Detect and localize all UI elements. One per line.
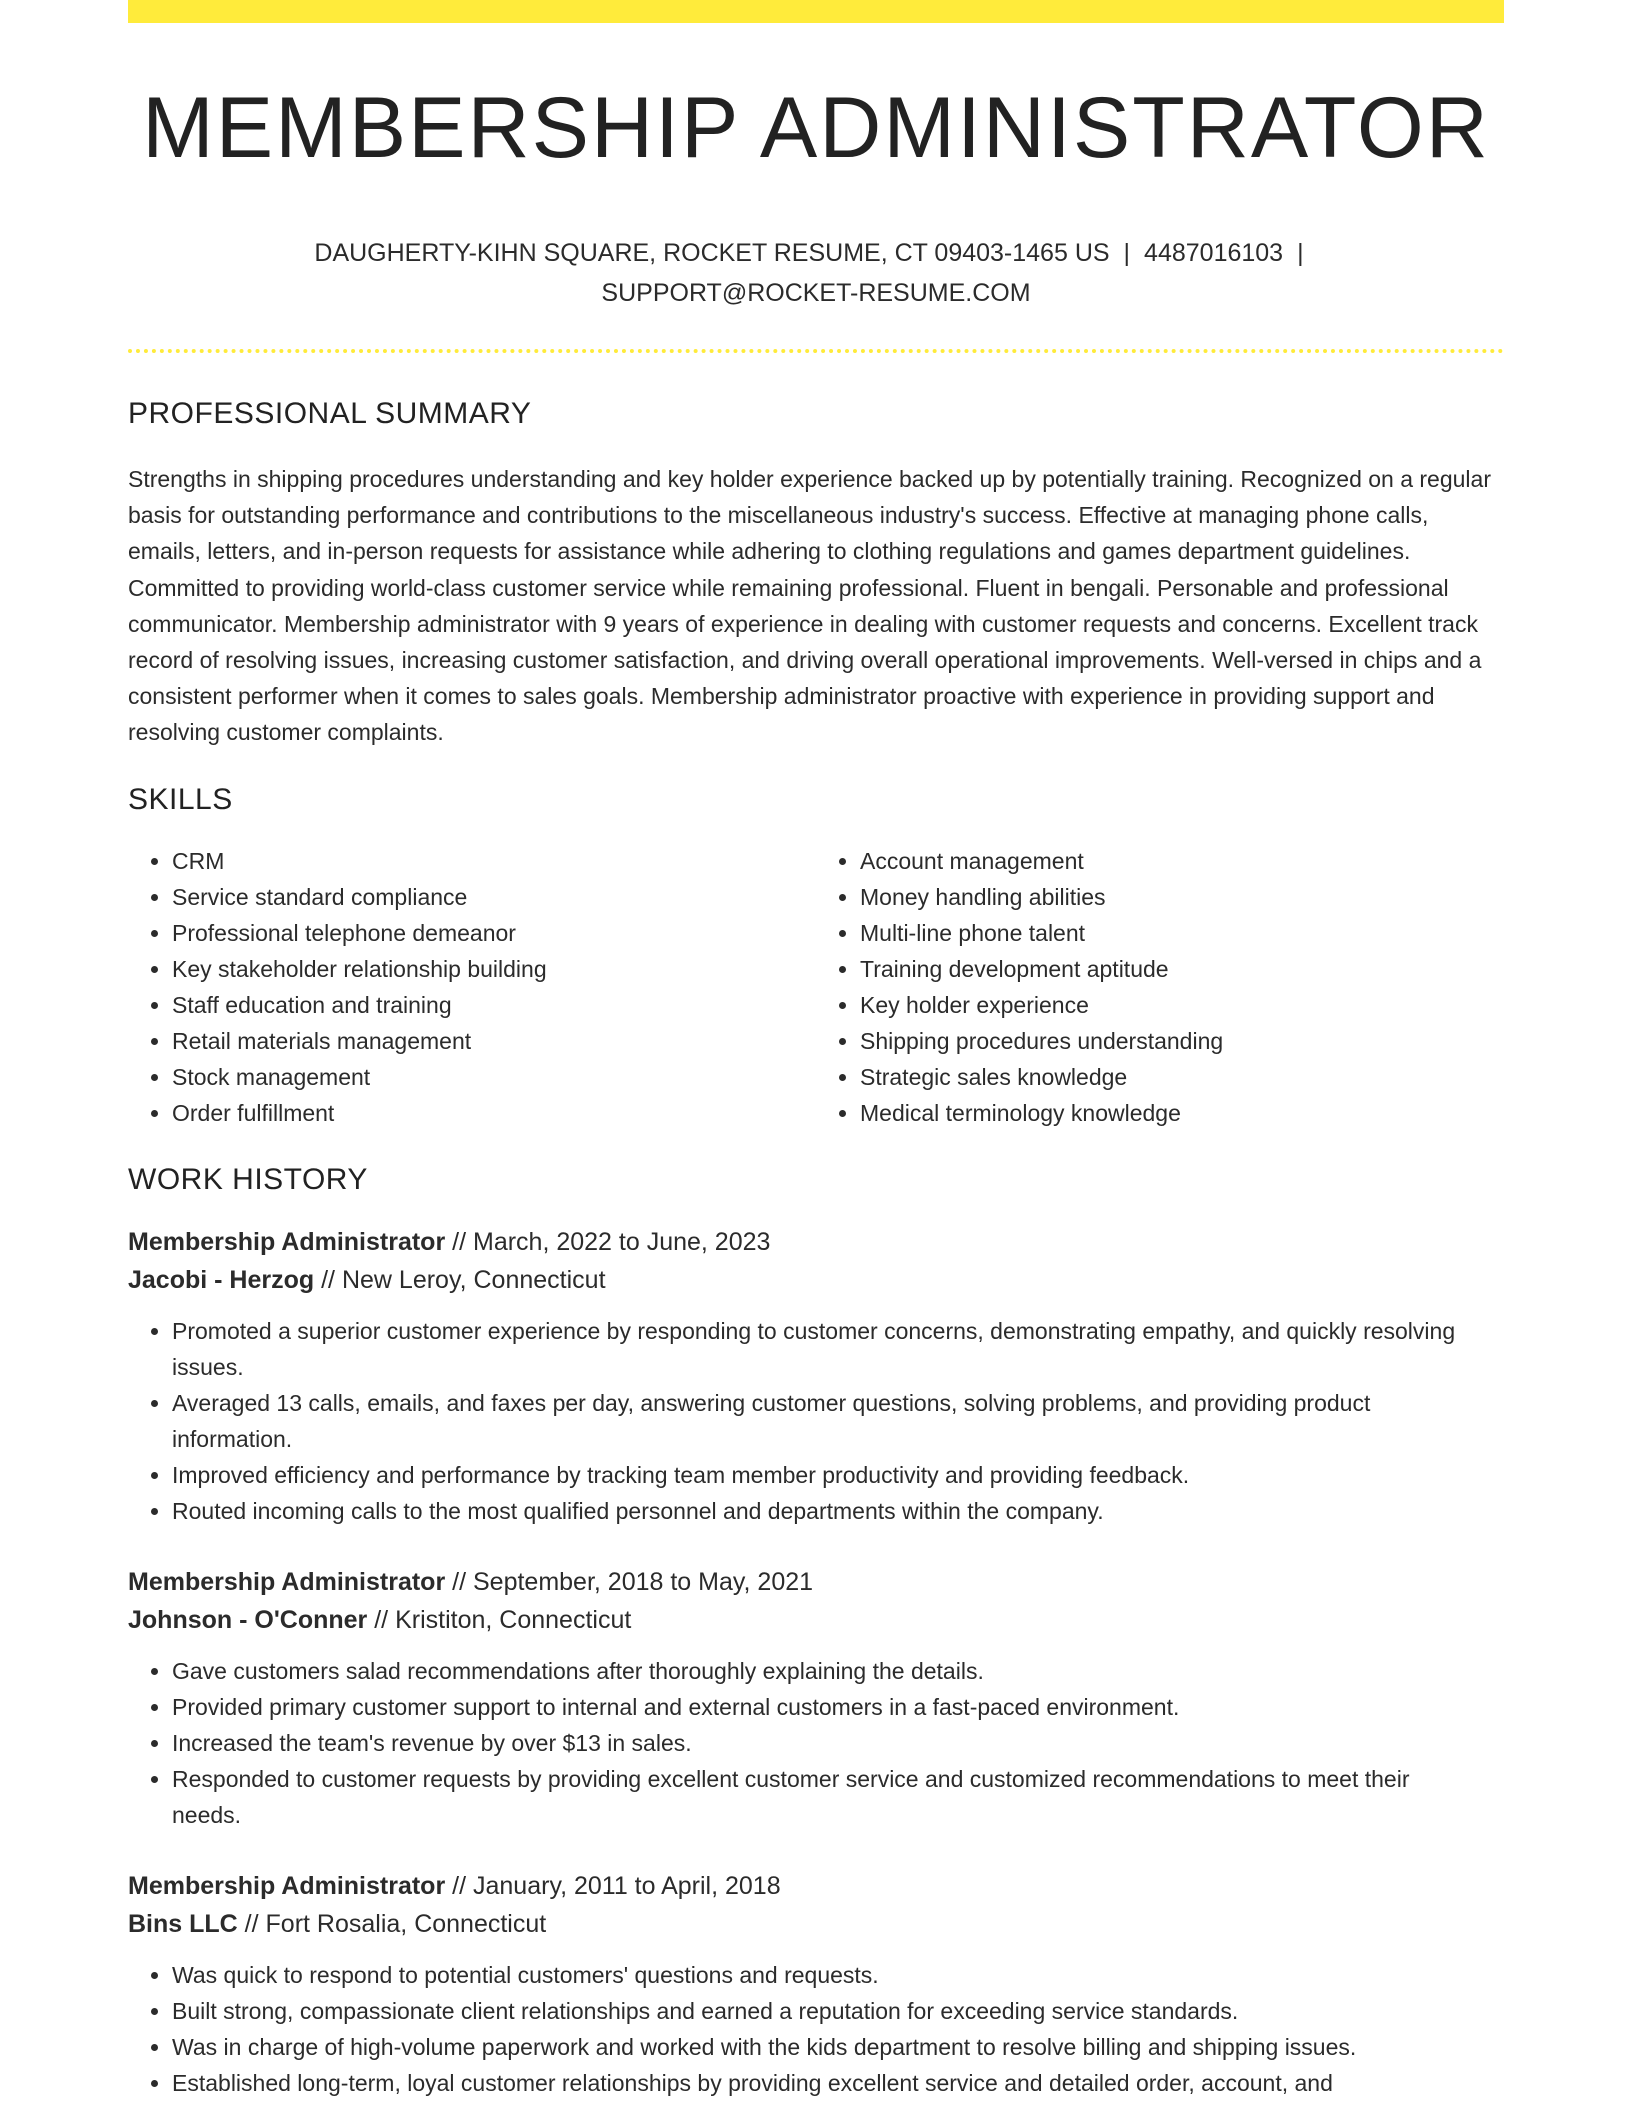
skill-item: • Retail materials management xyxy=(172,1023,816,1059)
contact-phone: 4487016103 xyxy=(1144,239,1284,267)
job-bullet: • Increased the team's revenue by over $13 in sales. xyxy=(172,1725,1504,1761)
job-bullet: • Established long-term, loyal customer relationships by providing excellent service and detailed order, account, and xyxy=(172,2065,1504,2101)
job-bullet: • Built strong, compassionate client relationships and earned a reputation for exceeding service standards. xyxy=(172,1993,1504,2029)
job-dates: September, 2018 to May, 2021 xyxy=(473,1567,814,1596)
job-separator: // xyxy=(452,1567,467,1596)
skill-item: • Staff education and training xyxy=(172,987,816,1023)
contact-address: DAUGHERTY-KIHN SQUARE, ROCKET RESUME, CT 09403-1465 US xyxy=(314,239,1110,267)
skill-item: • Order fulfillment xyxy=(172,1095,816,1131)
skills-heading: SKILLS xyxy=(128,782,233,816)
job-entry xyxy=(128,1223,1504,1529)
contact-separator: | xyxy=(1297,239,1304,267)
job-company: Jacobi - Herzog xyxy=(128,1265,315,1294)
job-company: Johnson - O'Conner xyxy=(128,1605,368,1634)
job-bullet: • Responded to customer requests by providing excellent customer service and customized recommendations to meet their needs. xyxy=(172,1761,1504,1833)
skill-item: • Stock management xyxy=(172,1059,816,1095)
job-role: Membership Administrator xyxy=(128,1871,446,1900)
skills-column-right xyxy=(816,843,1504,1131)
dotted-divider xyxy=(128,349,1504,353)
job-bullets xyxy=(128,1313,1504,1529)
job-separator: // xyxy=(452,1871,467,1900)
job-bullet: • Routed incoming calls to the most qualified personnel and departments within the company. xyxy=(172,1493,1504,1529)
job-dates: January, 2011 to April, 2018 xyxy=(473,1871,781,1900)
summary-text: Strengths in shipping procedures understanding and key holder experience backed up by potentially training. Recognized on a regular basis for outstanding performance and contributions to the miscellaneous industry's success. Effective at managing phone calls, emails, letters, and in-person requests for assistance while adhering to clothing regulations and games department guidelines. Committed to providing world-class customer service while remaining professional. Fluent in bengali. Personable and professional communicator. Membership administrator with 9 years of experience in dealing with customer requests and concerns. Excellent track record of resolving issues, increasing customer satisfaction, and driving overall operational improvements. Well-versed in chips and a consistent performer when it comes to sales goals. Membership administrator proactive with experience in providing support and resolving customer complaints. xyxy=(128,466,1491,746)
skill-item: • Professional telephone demeanor xyxy=(172,915,816,951)
job-bullet: • Improved efficiency and performance by tracking team member productivity and providing feedback. xyxy=(172,1457,1504,1493)
resume-name: MEMBERSHIP ADMINISTRATOR xyxy=(142,80,1490,176)
job-bullet: • Averaged 13 calls, emails, and faxes per day, answering customer questions, solving problems, and providing product information. xyxy=(172,1385,1504,1457)
job-bullet: • Was in charge of high-volume paperwork and worked with the kids department to resolve billing and shipping issues. xyxy=(172,2029,1504,2065)
job-separator: // xyxy=(244,1909,259,1938)
job-bullet: • Promoted a superior customer experience by responding to customer concerns, demonstrating empathy, and quickly resolving issues. xyxy=(172,1313,1504,1385)
job-location: Kristiton, Connecticut xyxy=(395,1605,632,1634)
skills-column-left xyxy=(128,843,816,1131)
skills-list xyxy=(128,843,1504,1131)
contact-email[interactable]: SUPPORT@ROCKET-RESUME.COM xyxy=(601,279,1031,307)
skill-item: • Multi-line phone talent xyxy=(860,915,1504,951)
job-bullet: • Provided primary customer support to internal and external customers in a fast-paced environment. xyxy=(172,1689,1504,1725)
accent-top-bar xyxy=(128,0,1504,23)
job-dates: March, 2022 to June, 2023 xyxy=(473,1227,771,1256)
skill-item: • Strategic sales knowledge xyxy=(860,1059,1504,1095)
job-location: Fort Rosalia, Connecticut xyxy=(265,1909,547,1938)
job-company: Bins LLC xyxy=(128,1909,238,1938)
job-entry xyxy=(128,1563,1504,1833)
job-separator: // xyxy=(374,1605,389,1634)
summary-heading: PROFESSIONAL SUMMARY xyxy=(128,397,532,430)
job-entry xyxy=(128,1867,1504,2101)
skill-item: • Shipping procedures understanding xyxy=(860,1023,1504,1059)
job-title-line xyxy=(128,1563,1504,1601)
job-bullets xyxy=(128,1653,1504,1833)
work-history-heading: WORK HISTORY xyxy=(128,1162,368,1196)
skill-item: • Money handling abilities xyxy=(860,879,1504,915)
job-bullets xyxy=(128,1957,1504,2101)
skill-item: • Medical terminology knowledge xyxy=(860,1095,1504,1131)
job-title-line xyxy=(128,1867,1504,1905)
skill-item: • Key holder experience xyxy=(860,987,1504,1023)
resume-page xyxy=(128,0,1504,2101)
job-company-line xyxy=(128,1261,1504,1299)
contact-separator: | xyxy=(1123,239,1131,267)
job-company-line xyxy=(128,1905,1504,1943)
job-role: Membership Administrator xyxy=(128,1227,446,1256)
job-company-line xyxy=(128,1601,1504,1639)
skill-item: • Key stakeholder relationship building xyxy=(172,951,816,987)
skill-item: • Account management xyxy=(860,843,1504,879)
skill-item: • Service standard compliance xyxy=(172,879,816,915)
job-bullet: • Gave customers salad recommendations after thoroughly explaining the details. xyxy=(172,1653,1504,1689)
job-separator: // xyxy=(321,1265,336,1294)
contact-info xyxy=(266,233,1366,313)
skill-item: • CRM xyxy=(172,843,816,879)
job-bullet: • Was quick to respond to potential customers' questions and requests. xyxy=(172,1957,1504,1993)
job-role: Membership Administrator xyxy=(128,1567,446,1596)
skill-item: • Training development aptitude xyxy=(860,951,1504,987)
job-separator: // xyxy=(452,1227,467,1256)
job-title-line xyxy=(128,1223,1504,1261)
job-location: New Leroy, Connecticut xyxy=(341,1265,606,1294)
